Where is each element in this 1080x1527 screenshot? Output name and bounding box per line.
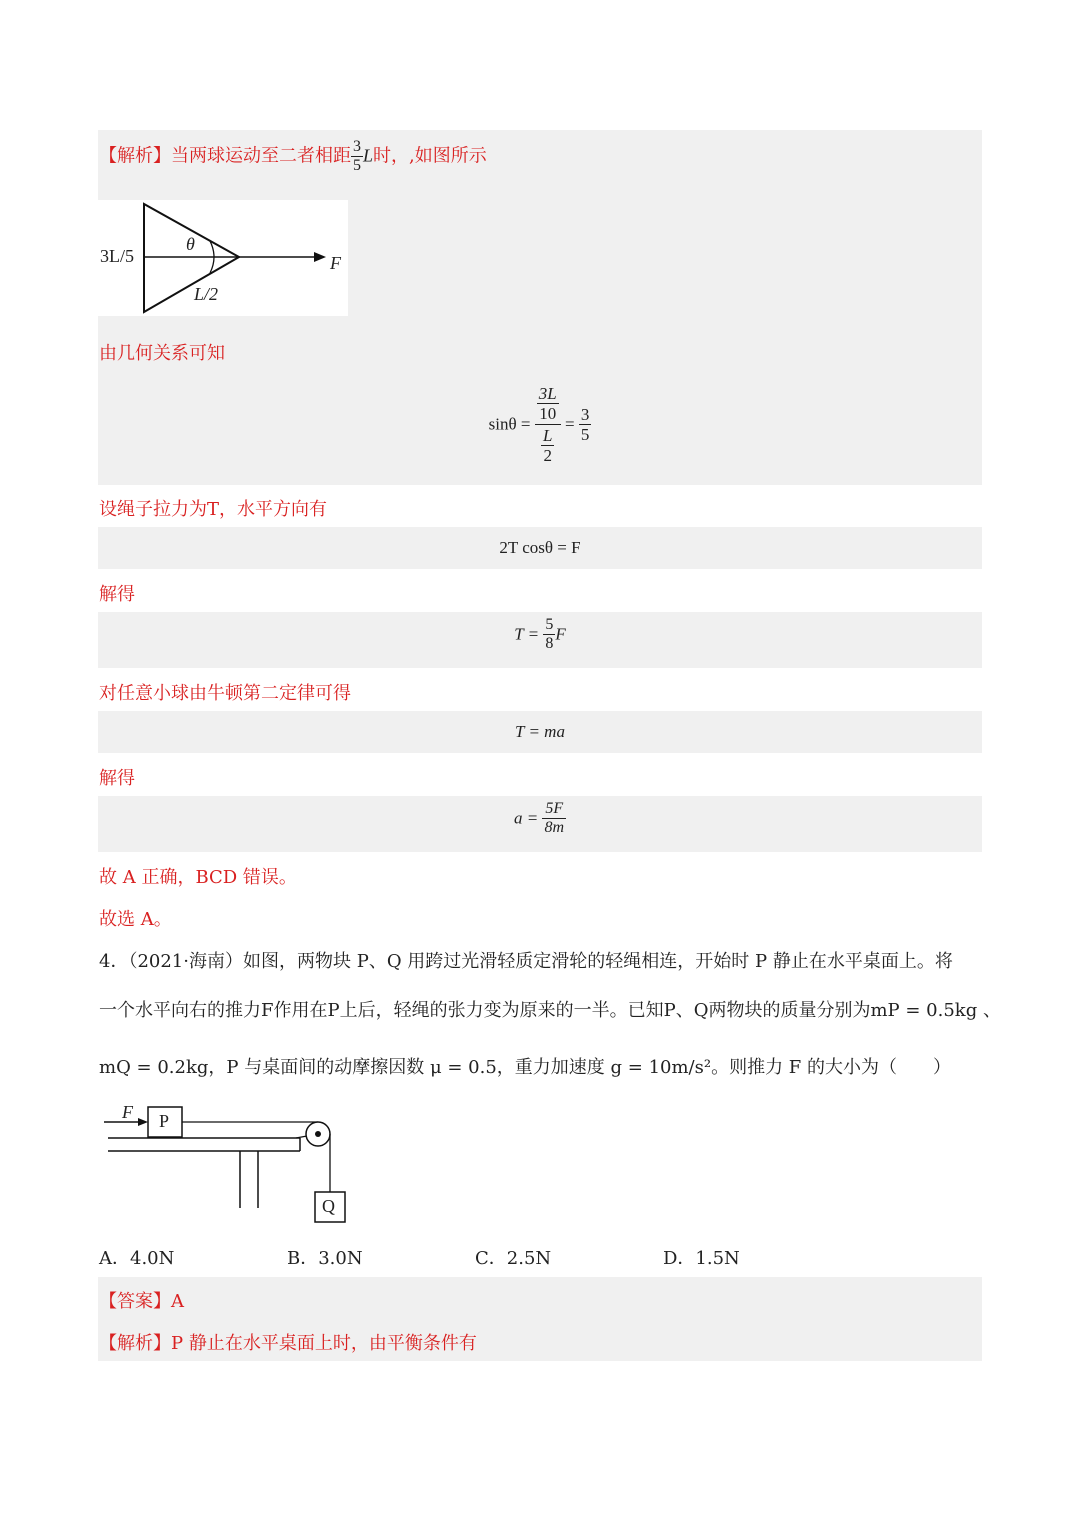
option-a[interactable]: A．4.0N xyxy=(99,1248,175,1269)
analysis2-line xyxy=(99,1329,477,1355)
analysis-text: 当两球运动至二者相距 xyxy=(171,145,351,167)
distance-fraction: $\frac{3}{5}$ xyxy=(353,138,361,174)
tension-equation: T = $\frac{5}{8}$ F xyxy=(514,616,566,652)
fig1-angle-label: θ xyxy=(186,234,195,254)
fig1-left-label: 3L/5 xyxy=(100,246,134,266)
step-newton: 对任意小球由牛顿第二定律可得 xyxy=(99,683,351,704)
question-line: mQ = 0.2kg，P 与桌面间的动摩擦因数 μ = 0.5，重力加速度 g = 10m/s²。则推力 F 的大小为（ ） xyxy=(99,1057,951,1078)
question-line: 一个水平向右的推力F作用在P上后，轻绳的张力变为原来的一半。已知P、Q两物块的质量分别为mP = 0.5kg 、 xyxy=(99,1000,1001,1021)
balance-equation: 2T cosθ = F xyxy=(499,538,581,557)
fig2-block-q: Q xyxy=(322,1196,335,1216)
triangle-figure xyxy=(98,200,348,316)
step-geometry: 由几何关系可知 xyxy=(99,343,225,364)
answer-line xyxy=(99,1287,184,1313)
analysis2-label: 【解析】 xyxy=(99,1333,171,1354)
result-fraction: $\frac{3}{5}$ xyxy=(580,405,590,444)
newton-equation: T = ma xyxy=(515,722,565,741)
analysis-intro xyxy=(99,138,487,175)
analysis-text-tail: 时，,如图所示 xyxy=(373,145,487,167)
option-c[interactable]: C．2.5N xyxy=(475,1248,552,1269)
pulley-figure xyxy=(100,1100,360,1230)
analysis-label: 【解析】 xyxy=(99,145,171,167)
answer-value: A xyxy=(171,1291,184,1312)
analysis2-text: P 静止在水平桌面上时，由平衡条件有 xyxy=(171,1333,477,1354)
fig1-bottom-label: L/2 xyxy=(194,284,219,304)
fig1-force-label: F xyxy=(330,253,341,273)
fig2-force-label: F xyxy=(122,1102,133,1122)
distance-var: L xyxy=(363,145,374,166)
acceleration-equation: a = $\frac{5F}{8m}$ xyxy=(513,800,565,836)
option-b[interactable]: B．3.0N xyxy=(287,1248,363,1269)
option-d[interactable]: D．1.5N xyxy=(663,1248,740,1269)
solve-label: 解得 xyxy=(99,584,135,605)
choice: 故选 A。 xyxy=(99,909,172,930)
conclusion: 故 A 正确，BCD 错误。 xyxy=(99,867,297,888)
sin-equation: sinθ = $\frac{\frac{3L}{10}}{\frac{L}{2}}$ = $\frac{3}{5}$ xyxy=(488,384,590,465)
answer-label: 【答案】 xyxy=(99,1291,171,1312)
question-line: 4．（2021·海南）如图，两物块 P、Q 用跨过光滑轻质定滑轮的轻绳相连，开始时 P 静止在水平桌面上。将 xyxy=(99,951,953,972)
compound-fraction: $\frac{\frac{3L}{10}}{\frac{L}{2}}$ xyxy=(535,383,561,466)
fig2-block-p: P xyxy=(159,1111,170,1131)
solve-label: 解得 xyxy=(99,768,135,789)
step-tension: 设绳子拉力为T，水平方向有 xyxy=(99,499,328,520)
